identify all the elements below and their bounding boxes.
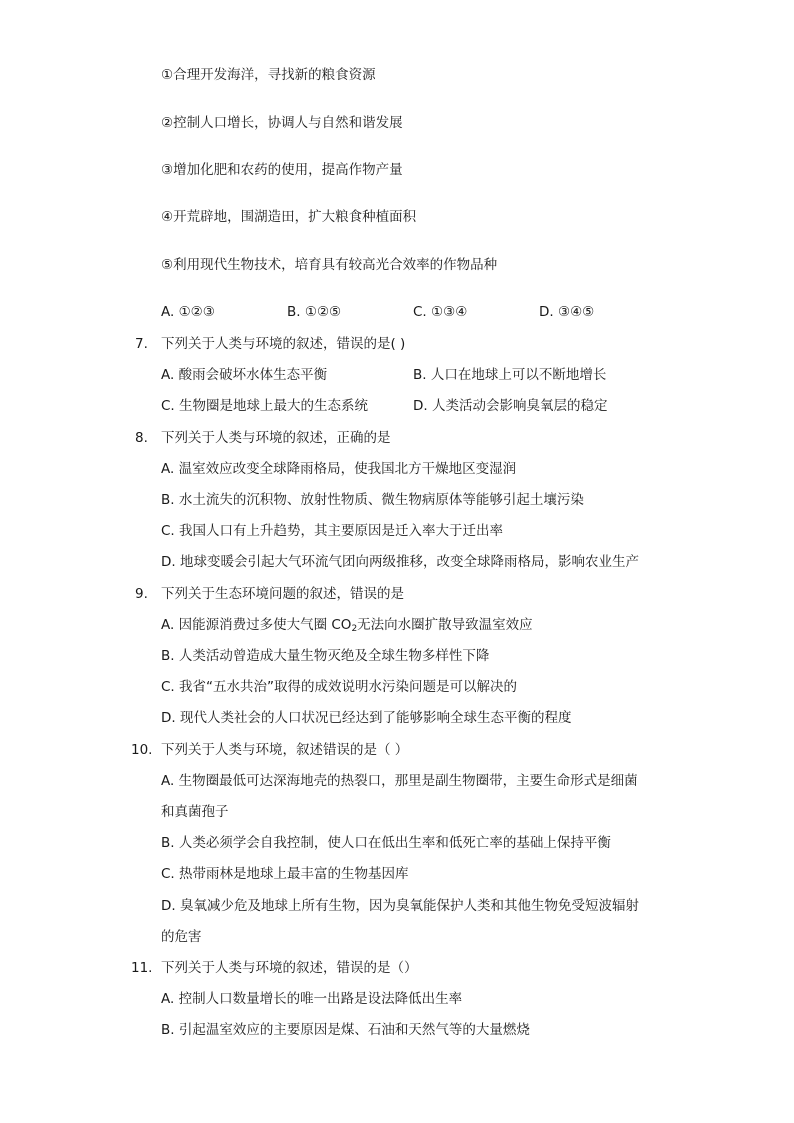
q10-option-a-line2: 和真菌孢子 — [161, 804, 229, 820]
q6-option-c: C. ①③④ — [413, 304, 468, 320]
q6-option-d: D. ③④⑤ — [539, 304, 595, 320]
intro-item-4: ④开荒辟地，围湖造田，扩大粮食种植面积 — [161, 209, 417, 225]
intro-item-5: ⑤利用现代生物技术，培育具有较高光合效率的作物品种 — [161, 257, 498, 273]
q6-option-b: B. ①②⑤ — [287, 304, 342, 320]
q9-number: 9. — [135, 586, 148, 602]
q10-option-c: C. 热带雨林是地球上最丰富的生物基因库 — [161, 866, 409, 882]
q7-option-b: B. 人口在地球上可以不断地增长 — [413, 367, 607, 383]
q8-number: 8. — [135, 430, 148, 446]
q11-option-b: B. 引起温室效应的主要原因是煤、石油和天然气等的大量燃烧 — [161, 1022, 530, 1038]
q7-option-d: D. 人类活动会影响臭氧层的稳定 — [413, 398, 608, 414]
q10-option-a-line1: A. 生物圈最低可达深海地壳的热裂口，那里是副生物圈带，主要生命形式是细菌 — [161, 773, 638, 789]
q8-option-c: C. 我国人口有上升趋势，其主要原因是迁入率大于迁出率 — [161, 523, 504, 539]
q10-number: 10. — [131, 742, 153, 758]
q10-option-d-line2: 的危害 — [161, 929, 202, 945]
q8-stem: 下列关于人类与环境的叙述，正确的是 — [161, 430, 391, 446]
q8-option-d: D. 地球变暖会引起大气环流气团向两级推移，改变全球降雨格局，影响农业生产 — [161, 554, 639, 570]
q11-stem: 下列关于人类与环境的叙述，错误的是（） — [161, 960, 418, 976]
q6-option-a: A. ①②③ — [161, 304, 215, 320]
q10-option-d-line1: D. 臭氧减少危及地球上所有生物，因为臭氧能保护人类和其他生物免受短波辐射 — [161, 898, 639, 914]
intro-item-2: ②控制人口增长，协调人与自然和谐发展 — [161, 115, 403, 131]
q7-option-c: C. 生物圈是地球上最大的生态系统 — [161, 398, 369, 414]
q7-number: 7. — [135, 336, 148, 352]
q9-option-d: D. 现代人类社会的人口状况已经达到了能够影响全球生态平衡的程度 — [161, 710, 572, 726]
q9-stem: 下列关于生态环境问题的叙述，错误的是 — [161, 586, 404, 602]
q7-option-a: A. 酸雨会破坏水体生态平衡 — [161, 367, 328, 383]
q11-number: 11. — [131, 960, 153, 976]
q8-option-a: A. 温室效应改变全球降雨格局，使我国北方干燥地区变湿润 — [161, 461, 517, 477]
q9-option-c: C. 我省“五水共治”取得的成效说明水污染问题是可以解决的 — [161, 679, 517, 695]
intro-item-1: ①合理开发海洋，寻找新的粮食资源 — [161, 67, 376, 83]
q7-stem: 下列关于人类与环境的叙述，错误的是( ) — [161, 336, 406, 352]
q11-option-a: A. 控制人口数量增长的唯一出路是设法降低出生率 — [161, 991, 463, 1007]
q10-option-b: B. 人类必须学会自我控制，使人口在低出生率和低死亡率的基础上保持平衡 — [161, 835, 611, 851]
q9-option-b: B. 人类活动曾造成大量生物灭绝及全球生物多样性下降 — [161, 648, 490, 664]
q10-stem: 下列关于人类与环境，叙述错误的是（ ） — [161, 742, 409, 758]
intro-item-3: ③增加化肥和农药的使用，提高作物产量 — [161, 162, 403, 178]
q9-option-a-subscript: 2 — [351, 624, 358, 634]
q9-option-a-pre: A. 因能源消费过多使大气圈 CO — [161, 617, 352, 633]
q9-option-a — [161, 616, 533, 634]
q8-option-b: B. 水土流失的沉积物、放射性物质、微生物病原体等能够引起土壤污染 — [161, 492, 584, 508]
q9-option-a-post: 无法向水圈扩散导致温室效应 — [357, 617, 533, 633]
